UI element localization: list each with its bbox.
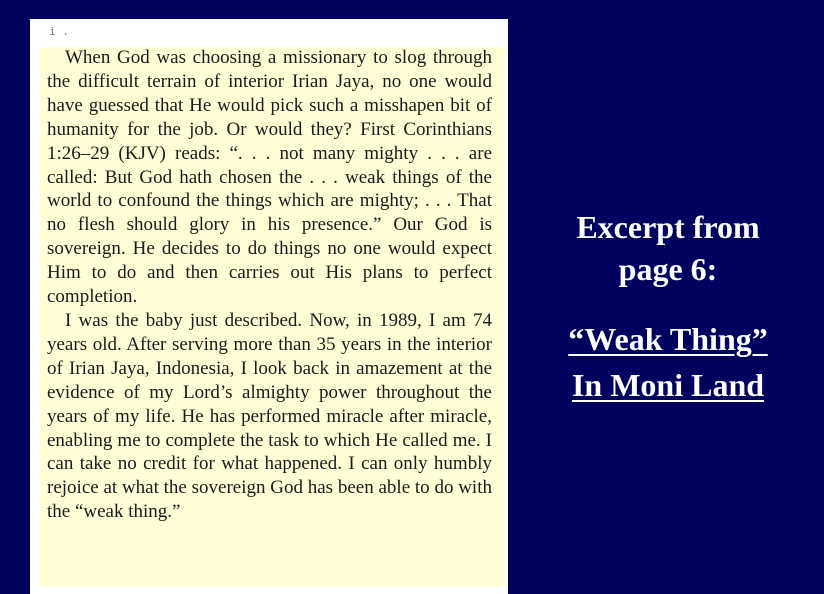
excerpt-caption-line-2: page 6: bbox=[618, 251, 718, 287]
excerpt-caption-line-1: Excerpt from bbox=[576, 209, 760, 245]
excerpt-paragraph-2: I was the baby just described. Now, in 1989, I am 74 years old. After serving more than 35 years in the interior of Irian Jaya, Indonesia, I look back in amazement at the evidence of my Lord’s almighty power throughout the years of my life. He has performed miracle after miracle, enabling me to complete the task to which He called me. I can take no credit for what happened. I can only humbly rejoice at what the sovereign God has been able to do with the “weak thing.” bbox=[47, 309, 492, 523]
book-title-line-1: “Weak Thing” bbox=[568, 321, 768, 357]
book-page-scan bbox=[30, 19, 508, 594]
excerpt-paragraph-1: When God was choosing a missionary to slog through the difficult terrain of interior Irian Jaya, no one would have guessed that He would pick such a misshapen bit of humanity for the job. Or would they? First Corinthians 1:26–29 (KJV) reads: “. . . not many mighty . . . are called: But God hath chosen the . . . weak things of the world to confound the things which are mighty; . . . That no flesh should glory in his presence.” Our God is sovereign. He decides to do things no one would expect Him to do and then carries out His plans to perfect completion. bbox=[47, 47, 492, 308]
book-excerpt-text bbox=[47, 46, 492, 524]
excerpt-caption bbox=[512, 206, 824, 290]
page-corner-mark: i . bbox=[49, 25, 69, 38]
book-title-caption bbox=[512, 316, 824, 408]
book-title-line-2: In Moni Land bbox=[571, 367, 765, 403]
